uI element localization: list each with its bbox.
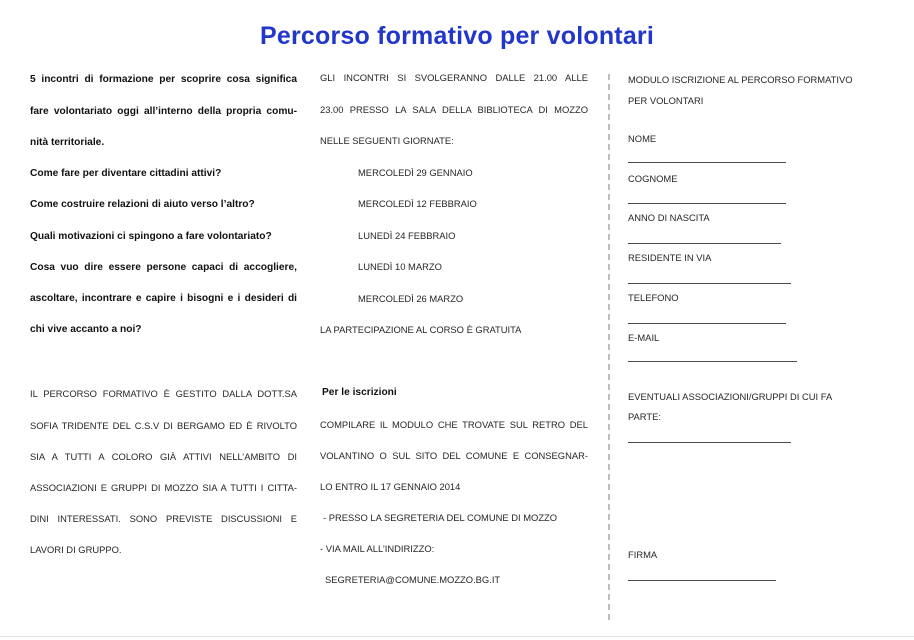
registration-email: SEGRETERIA@COMUNE.MOZZO.BG.IT bbox=[325, 574, 501, 586]
field-underline-residente-in-via bbox=[628, 283, 791, 284]
associations-label-line: EVENTUALI ASSOCIAZIONI/GRUPPI DI CUI FA bbox=[628, 391, 833, 402]
field-underline-email bbox=[628, 361, 797, 362]
registration-line: - VIA MAIL ALL’INDIRIZZO: bbox=[320, 543, 435, 555]
course-info-line: ASSOCIAZIONI E GRUPPI DI MOZZO SIA A TUTTI I CITTA- bbox=[30, 482, 297, 493]
intro-paragraph bbox=[30, 64, 297, 345]
field-underline-anno-di-nascita bbox=[628, 243, 781, 244]
intro-question: Come fare per diventare cittadini attivi? bbox=[30, 168, 222, 180]
registration-line: - PRESSO LA SEGRETERIA DEL COMUNE DI MOZZO bbox=[323, 512, 558, 524]
field-underline-cognome bbox=[628, 203, 786, 204]
course-info-line: IL PERCORSO FORMATIVO È GESTITO DALLA DOTT.SA bbox=[30, 388, 297, 400]
intro-question: chi vive accanto a noi? bbox=[30, 324, 142, 336]
form-title-line: MODULO ISCRIZIONE AL PERCORSO FORMATIVO bbox=[628, 73, 853, 85]
registration-line: LO ENTRO IL 17 GENNAIO 2014 bbox=[320, 480, 461, 492]
course-info-paragraph bbox=[30, 378, 297, 565]
registration-line: VOLANTINO O SUL SITO DEL COMUNE E CONSEGNAR- bbox=[320, 449, 588, 461]
schedule-line: 23.00 PRESSO LA SALA DELLA BIBLIOTECA DI MOZZO bbox=[320, 103, 588, 115]
schedule-date: MERCOLEDÌ 26 MARZO bbox=[358, 292, 464, 304]
signature-label: FIRMA bbox=[628, 549, 658, 560]
intro-question: ascoltare, incontrare e capire i bisogni e i desideri di bbox=[30, 293, 297, 305]
schedule-date: MERCOLEDÌ 12 FEBBRAIO bbox=[358, 198, 477, 210]
field-label-email: E-MAIL bbox=[628, 332, 660, 343]
registration-heading: Per le iscrizioni bbox=[322, 387, 397, 399]
intro-line: nità territoriale. bbox=[30, 136, 105, 148]
schedule-line: NELLE SEGUENTI GIORNATE: bbox=[320, 135, 454, 147]
intro-question: Quali motivazioni ci spingono a fare volontariato? bbox=[30, 230, 272, 242]
registration-line: COMPILARE IL MODULO CHE TROVATE SUL RETRO DEL bbox=[320, 418, 588, 430]
page-title: Percorso formativo per volontari bbox=[260, 22, 654, 50]
form-title-line: PER VOLONTARI bbox=[628, 94, 704, 106]
field-label-anno-di-nascita: ANNO DI NASCITA bbox=[628, 212, 710, 223]
course-info-line: SOFIA TRIDENTE DEL C.S.V DI BERGAMO ED È RIVOLTO bbox=[30, 419, 297, 431]
field-underline-nome bbox=[628, 162, 786, 163]
registration-section bbox=[320, 377, 588, 595]
participation-note: LA PARTECIPAZIONE AL CORSO È GRATUITA bbox=[320, 324, 522, 336]
registration-form bbox=[628, 0, 888, 640]
field-label-associations bbox=[628, 387, 832, 427]
intro-line: 5 incontri di formazione per scoprire cosa significa bbox=[30, 74, 297, 86]
dashed-cut-line bbox=[607, 74, 611, 622]
intro-question: Come costruire relazioni di aiuto verso l’altro? bbox=[30, 199, 255, 211]
field-label-residente-in-via: RESIDENTE IN VIA bbox=[628, 252, 712, 263]
signature-line bbox=[628, 580, 776, 581]
form-title bbox=[628, 69, 853, 111]
page-edge bbox=[0, 636, 914, 637]
field-label-telefono: TELEFONO bbox=[628, 292, 679, 303]
field-label-cognome: COGNOME bbox=[628, 173, 678, 184]
course-info-line: LAVORI DI GRUPPO. bbox=[30, 544, 122, 556]
schedule-date: LUNEDÌ 24 FEBBRAIO bbox=[358, 229, 456, 241]
schedule-section bbox=[320, 62, 588, 346]
intro-question: Cosa vuo dire essere persone capaci di accogliere, bbox=[30, 261, 297, 273]
associations-label-line: PARTE: bbox=[628, 411, 661, 422]
course-info-line: DINI INTERESSATI. SONO PREVISTE DISCUSSIONI E bbox=[30, 513, 297, 525]
field-label-nome: NOME bbox=[628, 133, 657, 144]
schedule-date: LUNEDÌ 10 MARZO bbox=[358, 261, 442, 273]
schedule-line: GLI INCONTRI SI SVOLGERANNO DALLE 21.00 ALLE bbox=[320, 72, 588, 84]
field-underline-telefono bbox=[628, 323, 786, 324]
schedule-date: MERCOLEDÌ 29 GENNAIO bbox=[358, 166, 473, 178]
intro-line: fare volontariato oggi all’interno della propria comu- bbox=[30, 105, 297, 117]
field-underline-associations bbox=[628, 442, 791, 443]
course-info-line: SIA A TUTTI A COLORO GIÀ ATTIVI NELL’AMBITO DI bbox=[30, 450, 297, 462]
